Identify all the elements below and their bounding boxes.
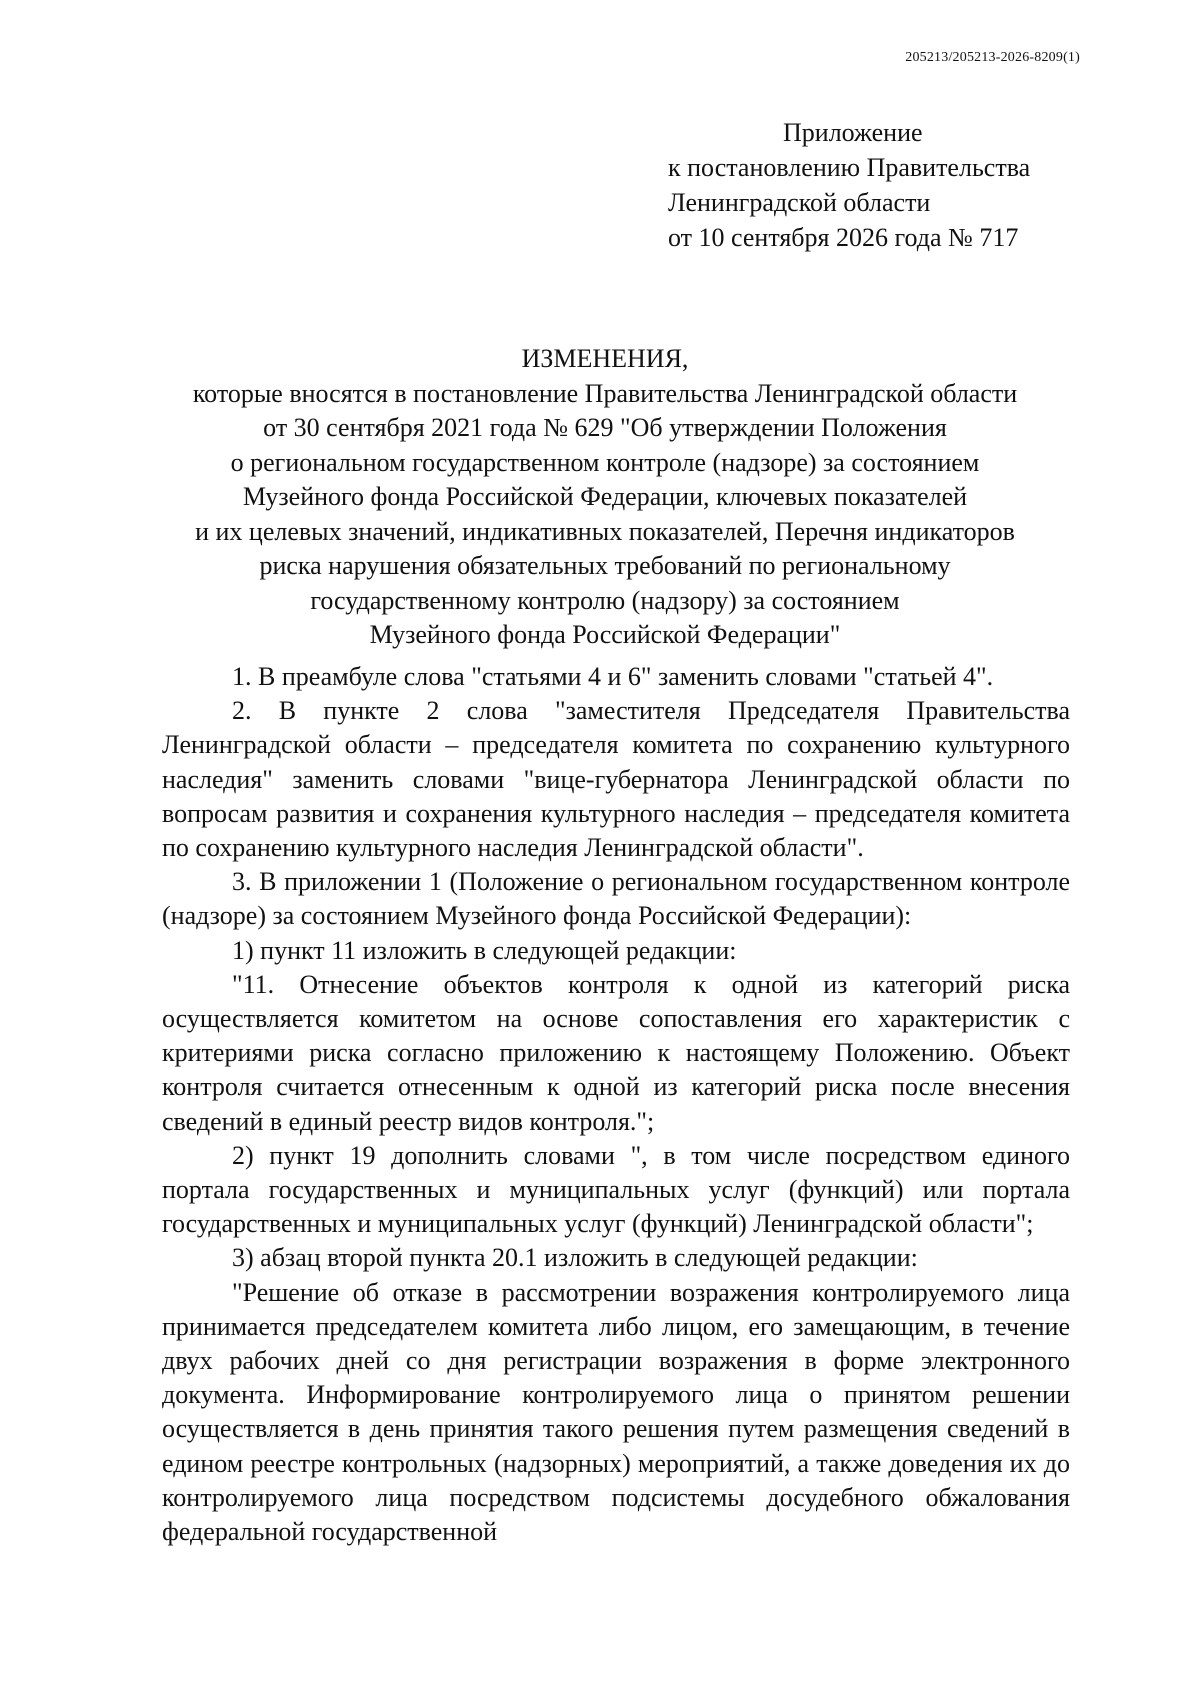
title-line: государственному контролю (надзору) за состоянием bbox=[310, 585, 900, 615]
body-paragraph: 1) пункт 11 изложить в следующей редакции: bbox=[232, 935, 737, 965]
appendix-line-4: от 10 сентября 2026 года № 717 bbox=[668, 223, 1019, 252]
body-paragraph: 3. В приложении 1 (Положение о региональном государственном контроле (надзоре) за состоянием Музейного фонда Российской Федерации): bbox=[162, 867, 1070, 931]
title-line: Музейного фонда Российской Федерации" bbox=[369, 620, 841, 649]
body-paragraph: "11. Отнесение объектов контроля к одной из категорий риска осуществляется комитетом на основе сопоставления его характеристик с критериями риска согласно приложению к настоящему Положению. Объект контроля считается отнесенным к одной из категорий риска после внесения сведений в единый реестр видов контроля."; bbox=[162, 969, 1070, 1136]
appendix-line-1: Приложение bbox=[783, 118, 923, 147]
body-paragraph: 1. В преамбуле слова "статьями 4 и 6" заменить словами "статьей 4". bbox=[232, 662, 994, 691]
document-heading: ИЗМЕНЕНИЯ, bbox=[521, 344, 689, 373]
document-title-block bbox=[150, 342, 1060, 653]
body-paragraph: "Решение об отказе в рассмотрении возражения контролируемого лица принимается председателем комитета либо лицом, его замещающим, в течение двух рабочих дней со дня регистрации возражения в форме электронного документа. Информирование контролируемого лица о принятом решении осуществляется в день принятия такого решения путем размещения сведений в едином реестре контрольных (надзорных) мероприятий, а также доведения их до контролируемого лица посредством подсистемы досудебного обжалования федеральной государственной bbox=[162, 1277, 1070, 1547]
title-line: о региональном государственном контроле (надзоре) за состоянием bbox=[230, 447, 980, 477]
body-paragraph: 2) пункт 19 дополнить словами ", в том числе посредством единого портала государственных и муниципальных услуг (функций) или портала государственных и муниципальных услуг (функций) Ленинградской области"; bbox=[162, 1140, 1070, 1239]
appendix-header bbox=[668, 115, 1030, 255]
title-line: от 30 сентября 2021 года № 629 "Об утверждении Положения bbox=[263, 413, 947, 442]
title-line: риска нарушения обязательных требований по региональному bbox=[259, 551, 951, 580]
body-paragraph: 3) абзац второй пункта 20.1 изложить в следующей редакции: bbox=[232, 1243, 918, 1273]
appendix-line-2: к постановлению Правительства bbox=[668, 153, 1031, 182]
title-line: и их целевых значений, индикативных показателей, Перечня индикаторов bbox=[195, 516, 1015, 546]
body-paragraph: 2. В пункте 2 слова "заместителя Председателя Правительства Ленинградской области – председателя комитета по сохранению культурного наследия" заменить словами "вице-губернатора Ленинградской области по вопросам развития и сохранения культурного наследия – председателя комитета по сохранению культурного наследия Ленинградской области". bbox=[162, 696, 1070, 863]
document-registration-number: 205213/205213-2026-8209(1) bbox=[905, 50, 1080, 65]
appendix-line-3: Ленинградской области bbox=[668, 188, 931, 217]
document-body bbox=[162, 660, 1070, 1549]
title-line: которые вносятся в постановление Правительства Ленинградской области bbox=[192, 378, 1018, 408]
title-line: Музейного фонда Российской Федерации, ключевых показателей bbox=[242, 482, 968, 511]
